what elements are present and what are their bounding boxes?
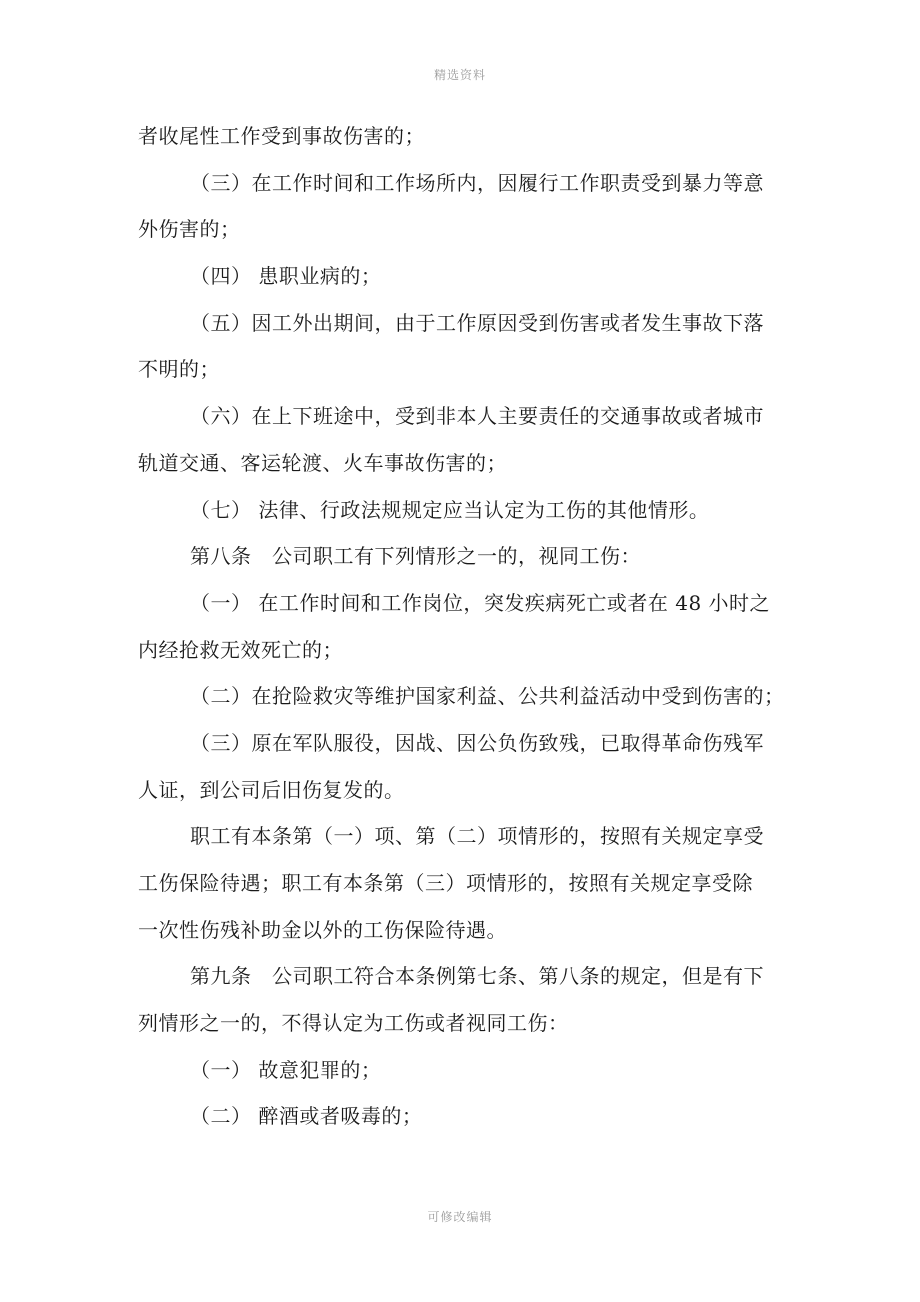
document-body — [138, 113, 788, 1140]
text-line: 第九条 公司职工符合本条例第七条、第八条的规定，但是有下 — [190, 964, 764, 989]
footer-watermark: 可修改编辑 — [427, 1210, 493, 1224]
text-line: （六）在上下班途中，受到非本人主要责任的交通事故或者城市 — [190, 404, 764, 429]
text-line: （四） 患职业病的； — [190, 264, 382, 289]
header-watermark: 精选资料 — [433, 68, 486, 82]
text-line: 人证，到公司后旧伤复发的。 — [138, 777, 405, 802]
text-line: 者收尾性工作受到事故伤害的； — [138, 124, 425, 148]
text-line: （五）因工外出期间，由于工作原因受到伤害或者发生事故下落 — [190, 310, 764, 335]
text-line: （三）原在军队服役，因战、因公负伤致残，已取得革命伤残军 — [190, 730, 764, 755]
text-line: （七） 法律、行政法规规定应当认定为工伤的其他情形。 — [190, 497, 710, 522]
text-line: 职工有本条第（一）项、第（二）项情形的，按照有关规定享受 — [190, 824, 764, 849]
text-line: 第八条 公司职工有下列情形之一的，视同工伤： — [190, 544, 641, 569]
text-line: （一） 故意犯罪的； — [190, 1057, 382, 1082]
text-line: （二）在抢险救灾等维护国家利益、公共利益活动中受到伤害的； — [190, 684, 785, 709]
text-line: 外伤害的； — [138, 217, 241, 242]
text-line: 内经抢救无效死亡的； — [138, 637, 343, 662]
text-line: 一次性伤残补助金以外的工伤保险待遇。 — [138, 917, 507, 942]
text-line: 轨道交通、客运轮渡、火车事故伤害的； — [138, 450, 507, 475]
text-line: 工伤保险待遇；职工有本条第（三）项情形的，按照有关规定享受除 — [138, 871, 753, 895]
text-line: （一） 在工作时间和工作岗位，突发疾病死亡或者在 48 小时之 — [190, 590, 771, 615]
text-line: （三）在工作时间和工作场所内，因履行工作职责受到暴力等意 — [190, 170, 764, 195]
text-line: 不明的； — [138, 357, 220, 382]
text-line: 列情形之一的，不得认定为工伤或者视同工伤： — [138, 1011, 569, 1036]
text-line: （二） 醉酒或者吸毒的； — [190, 1104, 423, 1129]
